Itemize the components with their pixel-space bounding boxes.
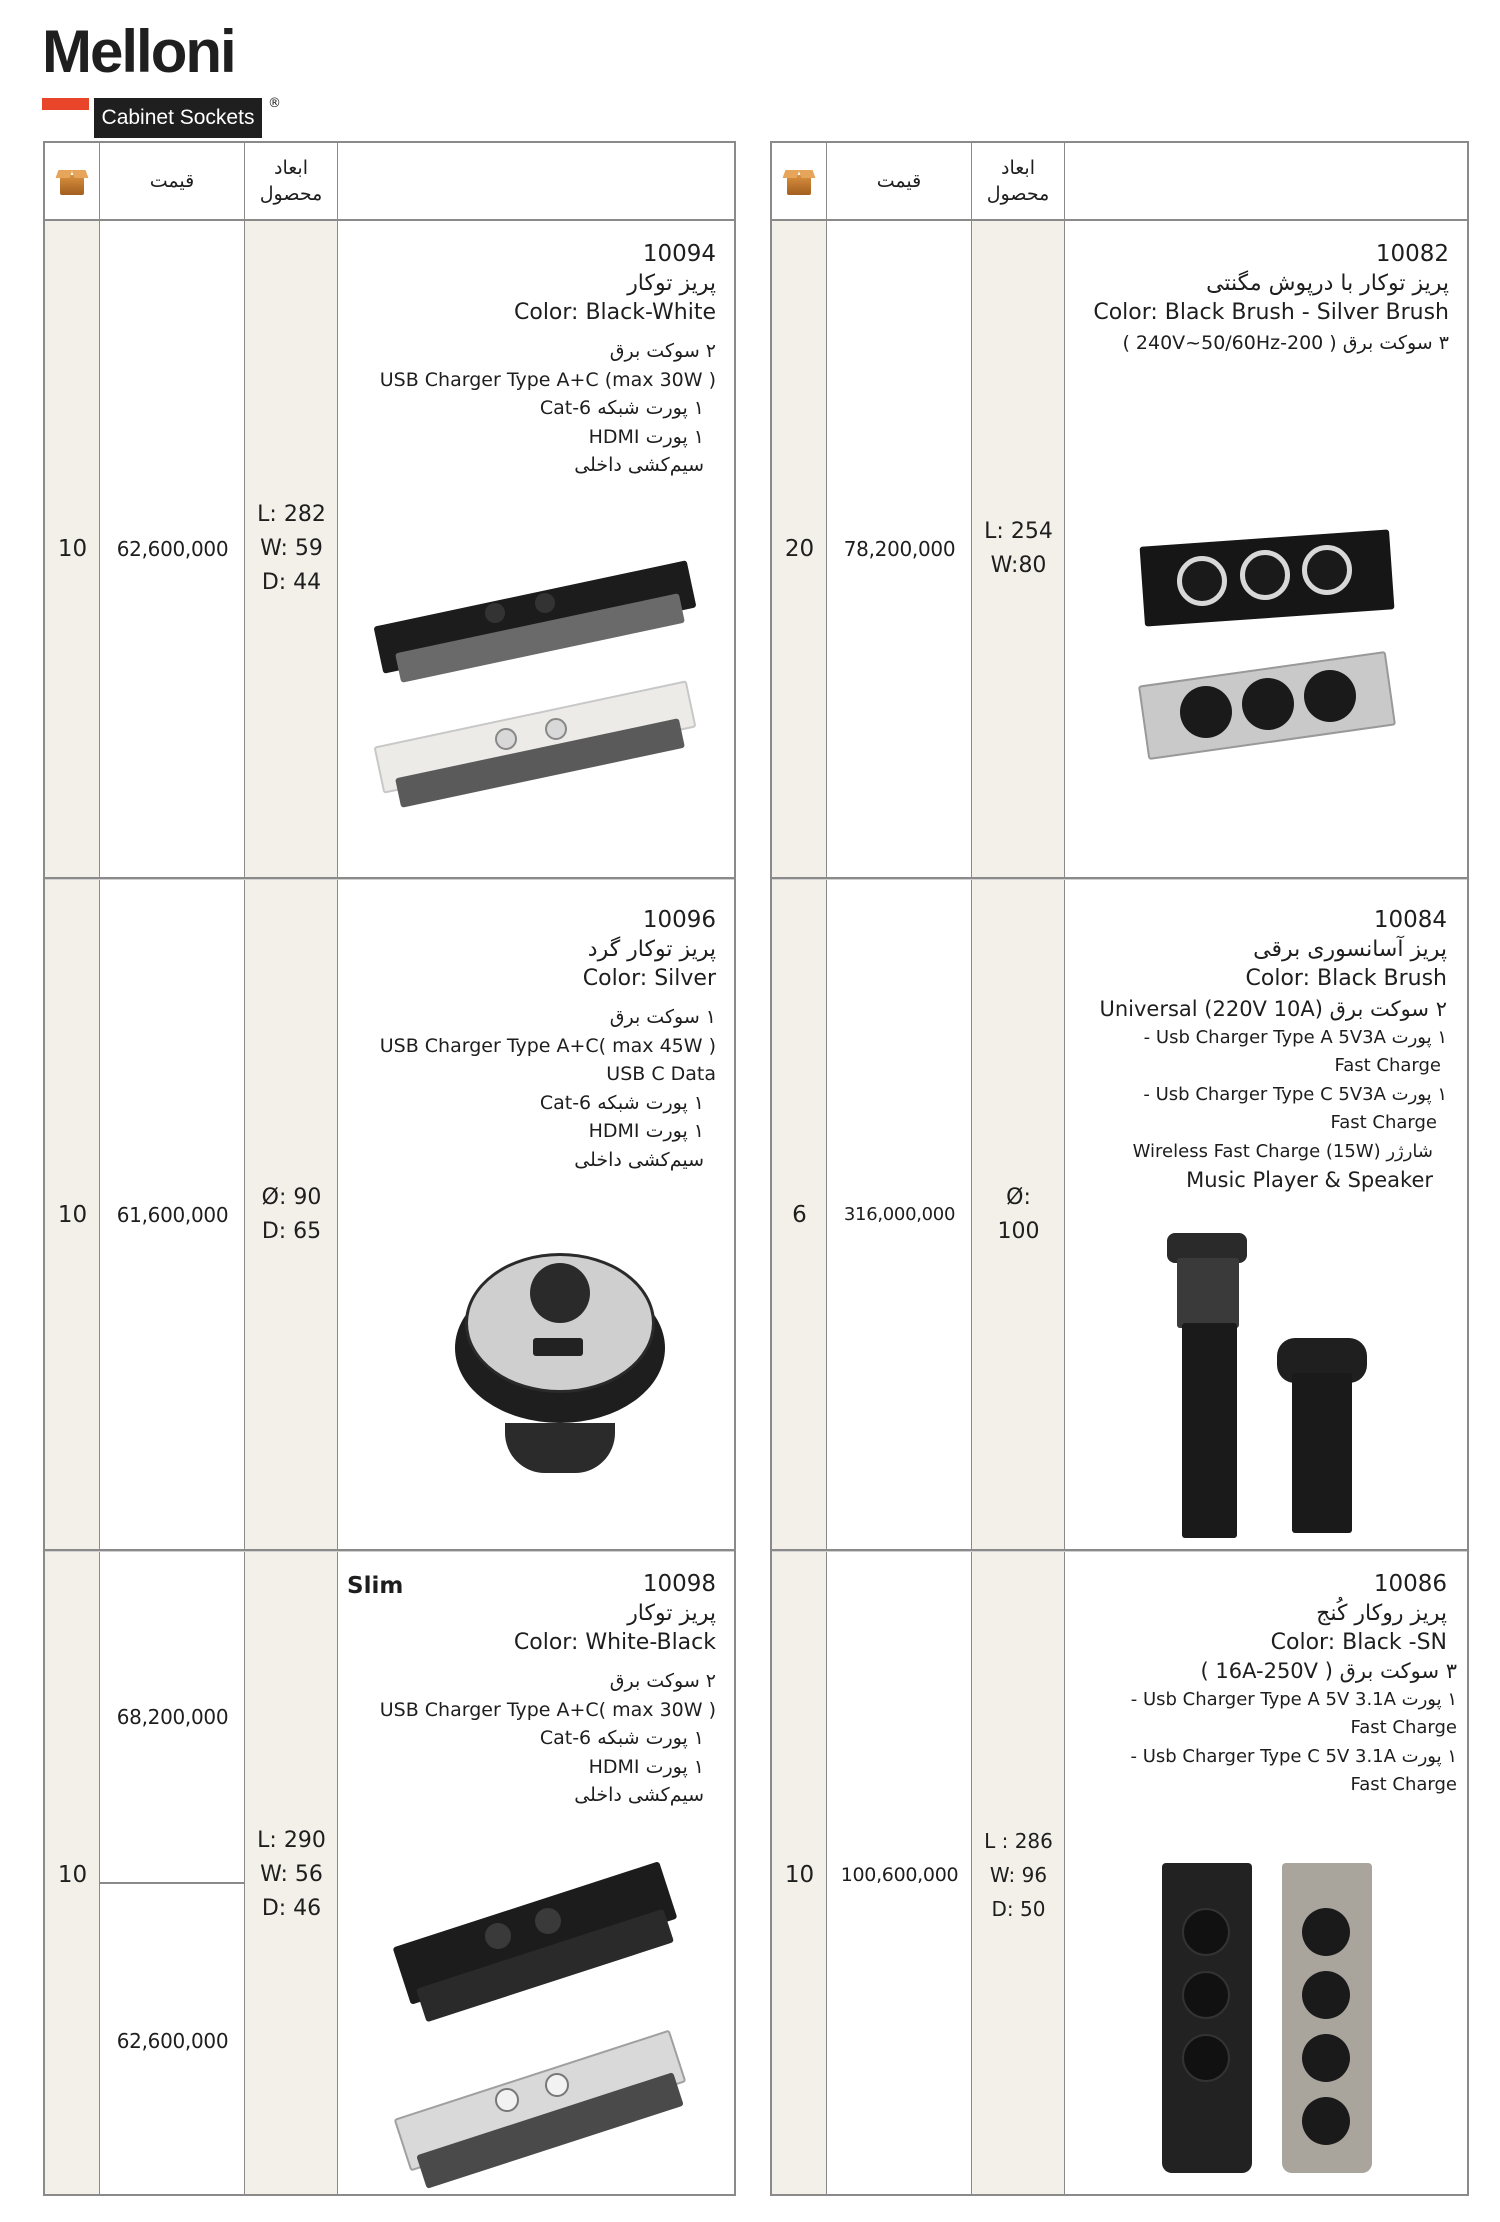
product-sku: 10082 <box>1375 241 1449 267</box>
logo-accent-bar <box>42 98 89 110</box>
feature: سیم‌کشی داخلی <box>574 454 704 476</box>
feature: Music Player & Speaker <box>1186 1168 1433 1192</box>
feature: سیم‌کشی داخلی <box>574 1784 704 1806</box>
product-name: پریز توکار با درپوش مگنتی <box>1206 271 1449 296</box>
feature: سیم‌کشی داخلی <box>574 1148 704 1171</box>
feature: USB Charger Type A+C( max 45W ) <box>379 1034 716 1057</box>
product-description <box>380 906 716 1174</box>
header-price: قیمت <box>100 143 245 219</box>
product-color: Color: Black Brush <box>1245 966 1447 991</box>
slim-badge: Slim <box>347 1573 404 1599</box>
feature: ۱ پورت Usb Charger Type C 5V 3.1A - <box>1130 1745 1457 1767</box>
dimensions-value: Ø: 100 <box>997 1184 1040 1244</box>
feature: ۲ سوکت برق <box>609 1670 716 1692</box>
product-sku: 10094 <box>642 241 716 267</box>
feature: ۱ پورت HDMI <box>588 425 704 448</box>
feature: ۳ سوکت برق ( 200-240V~50/60Hz ) <box>1122 332 1449 354</box>
price-table-left <box>43 141 736 2196</box>
product-name: پریز توکار <box>627 1601 716 1626</box>
feature: ۱ پورت HDMI <box>588 1120 704 1142</box>
product-name: پریز آسانسوری برقی <box>1253 937 1447 962</box>
price-value: 62,600,000 <box>116 537 229 561</box>
product-color: Color: Black Brush - Silver Brush <box>1093 300 1449 325</box>
feature: ۱ پورت Usb Charger Type A 5V 3.1A - <box>1130 1688 1457 1710</box>
logo-tagline: Cabinet Sockets <box>94 98 262 138</box>
feature: ۱ سوکت برق <box>609 1006 716 1028</box>
price-value: 316,000,000 <box>843 1204 956 1225</box>
feature: ۲ سوکت برق <box>609 340 716 362</box>
feature: ۱ پورت HDMI <box>588 1755 704 1778</box>
product-description <box>1093 240 1449 358</box>
price-value: 61,600,000 <box>116 1202 229 1227</box>
price-value: 100,600,000 <box>840 1864 959 1886</box>
product-sku: 10098 <box>642 1571 716 1597</box>
header-dimensions: ابعاد محصول <box>245 143 338 219</box>
product-image-corner-socket <box>1152 1863 1382 2173</box>
registered-mark: ® <box>268 96 281 111</box>
header-dimensions: ابعاد محصول <box>972 143 1065 219</box>
product-sku: 10084 <box>1373 907 1447 933</box>
feature: Fast Charge <box>1350 1774 1457 1795</box>
product-description <box>380 1570 716 1810</box>
price-table-right <box>770 141 1469 2196</box>
product-sku: 10096 <box>642 907 716 933</box>
price-value: 78,200,000 <box>843 537 956 561</box>
feature: USB C Data <box>606 1063 716 1085</box>
feature: ۱ پورت شبکه Cat-6 <box>539 1091 704 1114</box>
feature: Fast Charge <box>1334 1055 1441 1076</box>
feature: ۱ پورت Usb Charger Type A 5V3A - <box>1143 1026 1447 1048</box>
product-image-magnetic-cover-socket <box>1142 528 1402 768</box>
qty-value: 10 <box>57 1201 88 1228</box>
dimensions-value: L : 286 W: 96 D: 50 <box>984 1829 1053 1921</box>
table-header <box>772 143 1467 221</box>
dimensions-value: Ø: 90 D: 65 <box>261 1184 322 1244</box>
feature: USB Charger Type A+C (max 30W ) <box>379 368 716 391</box>
table-header <box>45 143 734 221</box>
product-description <box>1131 1570 1457 1800</box>
product-name: پریز روکار کُنج <box>1316 1601 1447 1626</box>
feature: شارژر Wireless Fast Charge (15W) <box>1132 1140 1433 1162</box>
product-image-flush-socket <box>375 563 715 823</box>
feature: ۱ پورت Usb Charger Type C 5V3A - <box>1143 1083 1447 1105</box>
product-name: پریز توکار گرد <box>587 937 716 962</box>
product-image-slim-socket <box>395 1863 705 2183</box>
box-icon <box>784 166 814 196</box>
product-color: Color: Black -SN <box>1270 1630 1447 1655</box>
product-sku: 10086 <box>1373 1571 1447 1597</box>
qty-value: 6 <box>792 1201 807 1228</box>
logo-wordmark: Melloni <box>42 18 235 85</box>
product-name: پریز توکار <box>627 271 716 296</box>
box-icon <box>57 166 87 196</box>
header-qty <box>45 143 100 219</box>
dimensions-value: L: 254 W:80 <box>984 519 1053 578</box>
feature: ۱ پورت شبکه Cat-6 <box>539 397 704 419</box>
qty-value: 10 <box>57 1862 88 1888</box>
feature: Fast Charge <box>1330 1112 1437 1133</box>
feature: ۱ پورت شبکه Cat-6 <box>539 1727 704 1749</box>
product-image-round-socket <box>455 1243 665 1483</box>
dimensions-value: L: 290 W: 56 D: 46 <box>257 1828 326 1921</box>
qty-value: 10 <box>784 1862 815 1888</box>
feature: ۳ سوکت برق ( 16A-250V ) <box>1200 1659 1457 1683</box>
qty-value: 10 <box>57 536 88 562</box>
header-price: قیمت <box>827 143 972 219</box>
product-image-popup-tower <box>1152 1233 1382 1543</box>
product-color: Color: Silver <box>582 966 716 991</box>
product-description <box>1099 906 1447 1195</box>
product-description <box>380 240 716 480</box>
price-value-top: 68,200,000 <box>116 1705 229 1729</box>
feature: USB Charger Type A+C( max 30W ) <box>379 1698 716 1721</box>
feature: ۲ سوکت برق Universal (220V 10A) <box>1099 997 1447 1021</box>
product-color: Color: Black-White <box>514 300 716 325</box>
product-color: Color: White-Black <box>513 1630 716 1655</box>
dimensions-value: L: 282 W: 59 D: 44 <box>257 502 326 595</box>
brand-logo <box>42 18 302 129</box>
price-value-bottom: 62,600,000 <box>116 2029 229 2053</box>
header-qty <box>772 143 827 219</box>
qty-value: 20 <box>784 536 815 562</box>
feature: Fast Charge <box>1350 1717 1457 1738</box>
